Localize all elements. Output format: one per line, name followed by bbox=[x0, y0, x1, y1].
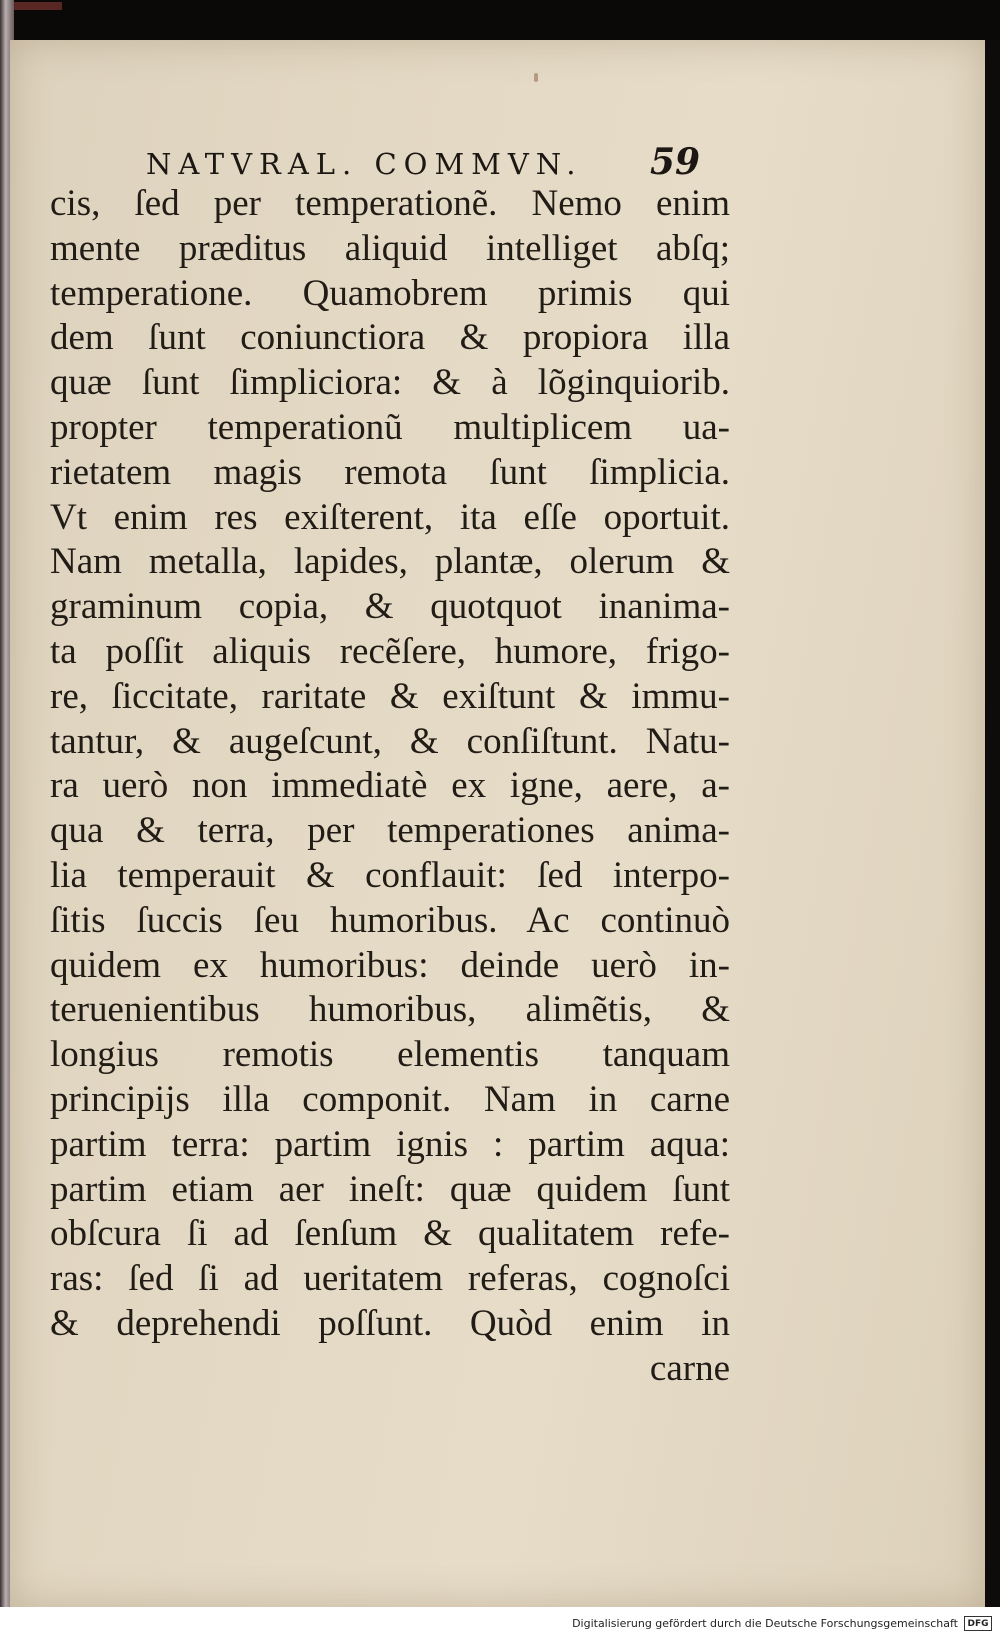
funding-credit: Digitalisierung gefördert durch die Deutsche Forschungsgemeinschaft bbox=[572, 1617, 958, 1630]
text-line: dem ſunt coniunctiora & propiora illa bbox=[50, 317, 730, 359]
text-line: graminum copia, & quotquot inanima- bbox=[50, 586, 730, 628]
text-line: rietatem magis remota ſunt ſimplicia. bbox=[50, 451, 730, 493]
text-line: teruenientibus humoribus, alimẽtis, & bbox=[50, 989, 730, 1031]
catchword: carne bbox=[649, 1347, 730, 1389]
text-line: longius remotis elementis tanquam bbox=[50, 1034, 730, 1076]
text-line: quidem ex humoribus: deinde uerò in- bbox=[50, 944, 730, 986]
book-page bbox=[10, 40, 985, 1607]
text-line: quæ ſunt ſimpliciora: & à lõginquiorib. bbox=[50, 362, 730, 404]
dfg-logo-icon: DFG bbox=[964, 1616, 992, 1631]
text-line: partim etiam aer ineſt: quæ quidem ſunt bbox=[50, 1168, 730, 1210]
body-text bbox=[50, 182, 730, 1392]
text-line: ra uerò non immediatè ex igne, aere, a- bbox=[50, 765, 730, 807]
running-head: NATVRAL. COMMVN. bbox=[146, 147, 583, 181]
text-line: mente prædi⁠tus aliquid intelliget abſq; bbox=[50, 227, 730, 269]
text-line: ta poſſit aliquis recẽſere, humore, frigo- bbox=[50, 630, 730, 672]
text-line: ras: ſed ſi ad ueritatem referas, cognoſci bbox=[50, 1258, 730, 1300]
text-line: Vt enim res exiſterent, ita eſſe oportuit. bbox=[50, 496, 730, 538]
text-line: re, ſiccitate, raritate & exiſtunt & immu- bbox=[50, 675, 730, 717]
text-line: Nam metalla, lapides, plantæ, olerum & bbox=[50, 541, 730, 583]
scan-top-border bbox=[0, 0, 1000, 40]
paper-stain bbox=[534, 73, 538, 82]
text-line: obſcura ſi ad ſenſum & qualitatem refe- bbox=[50, 1213, 730, 1255]
digitization-footer bbox=[0, 1607, 1000, 1640]
text-line: ſitis ſuccis ſeu humoribus. Ac continuò bbox=[50, 899, 730, 941]
text-line: principijs illa componit. Nam in carne bbox=[50, 1078, 730, 1120]
text-line: cis, ſed per temperationẽ. Nemo enim bbox=[50, 183, 730, 224]
text-line: propter temperationũ multiplicem ua- bbox=[50, 406, 730, 448]
text-line: qua & terra, per temperationes anima- bbox=[50, 810, 730, 852]
page-number: 59 bbox=[650, 141, 701, 183]
text-line: partim terra: partim ignis : partim aqua: bbox=[50, 1123, 730, 1165]
text-line: temperatione. Quamobrem primis qui bbox=[50, 272, 730, 314]
text-line: tantur, & augeſcunt, & conſiſtunt. Natu- bbox=[50, 720, 730, 762]
text-line: lia temperauit & conflauit: ſed interpo- bbox=[50, 854, 730, 896]
text-line: & deprehendi poſſunt. Quòd enim in bbox=[50, 1302, 730, 1344]
